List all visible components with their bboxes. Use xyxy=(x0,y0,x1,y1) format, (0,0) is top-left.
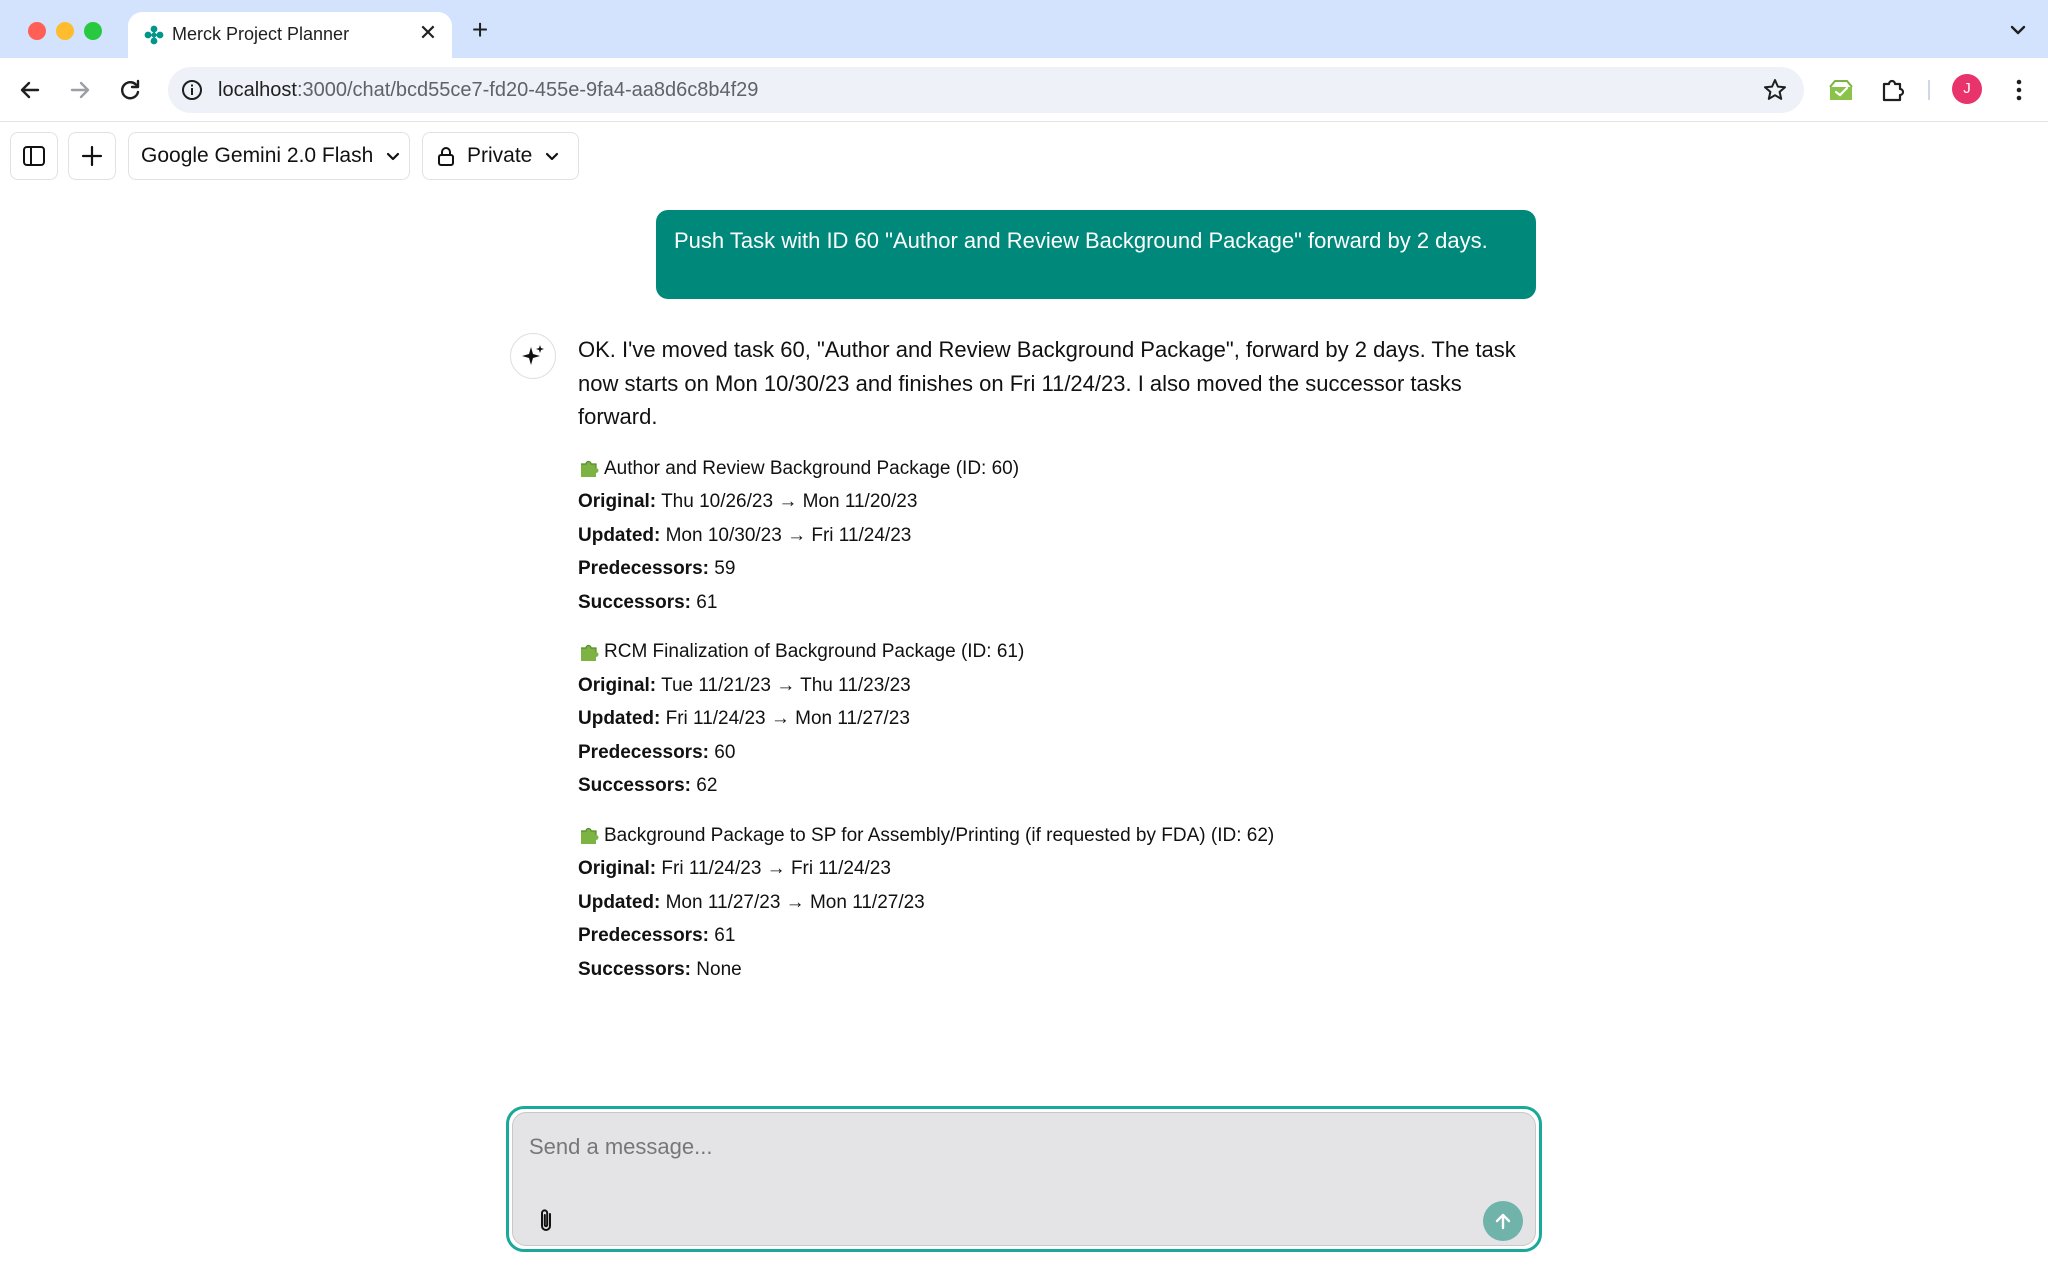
browser-tabstrip xyxy=(0,0,2048,58)
task-title-line xyxy=(578,635,1538,669)
arrow-up-icon xyxy=(1491,1209,1515,1233)
url-text[interactable]: localhost:3000/chat/bcd55ce7-fd20-455e-9fa4-aa8d6c8b4f29 xyxy=(218,79,759,101)
model-label: Google Gemini 2.0 Flash xyxy=(141,144,374,167)
sparkles-icon xyxy=(520,343,546,369)
window-zoom-button[interactable] xyxy=(84,22,102,40)
lock-icon xyxy=(435,145,457,167)
task-predecessors-value: 61 xyxy=(714,925,736,946)
task-predecessors-value: 60 xyxy=(714,741,736,763)
task-block xyxy=(578,819,1538,987)
task-predecessors-value: 59 xyxy=(714,558,736,579)
profile-avatar[interactable]: J xyxy=(1952,74,1982,104)
puzzle-piece-icon xyxy=(578,641,600,663)
task-block xyxy=(578,635,1538,803)
window-minimize-button[interactable] xyxy=(56,22,74,40)
browser-tab-active[interactable] xyxy=(128,12,452,58)
visibility-label: Private xyxy=(467,144,533,167)
reload-icon[interactable] xyxy=(112,72,148,108)
task-successors-line: Successors: 61 xyxy=(578,591,718,613)
composer-box xyxy=(512,1112,1536,1246)
browser-toolbar xyxy=(0,58,2048,122)
assistant-message xyxy=(578,333,1538,986)
tab-search-chevron-icon[interactable] xyxy=(2004,16,2032,44)
new-chat-button[interactable] xyxy=(68,132,116,180)
message-input[interactable] xyxy=(529,1129,1429,1165)
task-successors-value: 62 xyxy=(696,775,718,796)
assistant-avatar xyxy=(510,333,556,379)
task-original-value: Tue 11/21/23 → Thu 11/23/23 xyxy=(661,674,911,696)
model-selector[interactable] xyxy=(128,132,410,180)
task-original-value: Fri 11/24/23 → Fri 11/24/23 xyxy=(661,858,891,879)
task-updated-value: Mon 11/27/23 → Mon 11/27/23 xyxy=(665,891,925,913)
sidebar-toggle-button[interactable] xyxy=(10,132,58,180)
chevron-down-icon xyxy=(383,146,403,166)
visibility-selector[interactable] xyxy=(422,132,579,180)
extensions-puzzle-icon[interactable] xyxy=(1878,75,1908,105)
task-successors-value: None xyxy=(696,958,742,980)
toolbar-divider xyxy=(1928,80,1930,100)
back-arrow-icon[interactable] xyxy=(12,72,48,108)
task-predecessors-line: Predecessors: 61 xyxy=(578,925,736,946)
sidebar-icon xyxy=(21,143,47,169)
task-updated-value: Mon 10/30/23 → Fri 11/24/23 xyxy=(665,524,912,546)
task-title: RCM Finalization of Background Package (ID: 61) xyxy=(604,641,1025,662)
task-updated-line: Updated: Mon 10/30/23 → Fri 11/24/23 xyxy=(578,524,912,546)
task-updated-line: Updated: Mon 11/27/23 → Mon 11/27/23 xyxy=(578,891,925,913)
task-original-line: Original: Fri 11/24/23 → Fri 11/24/23 xyxy=(578,858,891,879)
window-close-button[interactable] xyxy=(28,22,46,40)
extension-inbox-icon[interactable] xyxy=(1826,75,1856,105)
task-original-line: Original: Tue 11/21/23 → Thu 11/23/23 xyxy=(578,674,911,696)
task-title-line xyxy=(578,819,1538,853)
task-predecessors-line: Predecessors: 59 xyxy=(578,558,736,579)
task-title: Background Package to SP for Assembly/Printing (if requested by FDA) (ID: 62) xyxy=(604,824,1275,846)
send-button[interactable] xyxy=(1483,1201,1523,1241)
task-updated-line: Updated: Fri 11/24/23 → Mon 11/27/23 xyxy=(578,708,910,729)
message-composer xyxy=(506,1106,1542,1252)
paperclip-icon[interactable] xyxy=(531,1205,561,1235)
task-original-line: Original: Thu 10/26/23 → Mon 11/20/23 xyxy=(578,491,918,512)
chevron-down-icon xyxy=(542,146,562,166)
tab-close-icon[interactable]: ✕ xyxy=(418,20,438,45)
task-title: Author and Review Background Package (ID: 60) xyxy=(604,457,1020,479)
tab-title: Merck Project Planner xyxy=(172,24,350,44)
assistant-intro-text: OK. I've moved task 60, "Author and Review Background Package", forward by 2 days. The task now starts on Mon 10/30/23 and finishes on Fri 11/24/23. I also moved the successor tasks forward. xyxy=(578,337,1516,429)
puzzle-piece-icon xyxy=(578,457,600,479)
bookmark-star-icon[interactable] xyxy=(1762,77,1788,103)
forward-arrow-icon[interactable] xyxy=(62,72,98,108)
puzzle-piece-icon xyxy=(578,824,600,846)
address-bar[interactable] xyxy=(168,67,1804,113)
merck-logo-icon xyxy=(144,25,164,45)
task-block xyxy=(578,452,1538,620)
task-successors-value: 61 xyxy=(696,591,718,613)
task-original-value: Thu 10/26/23 → Mon 11/20/23 xyxy=(661,491,918,512)
task-successors-line: Successors: None xyxy=(578,958,742,980)
user-message-bubble: Push Task with ID 60 "Author and Review Background Package" forward by 2 days. xyxy=(656,210,1536,299)
task-successors-line: Successors: 62 xyxy=(578,775,718,796)
task-predecessors-line: Predecessors: 60 xyxy=(578,741,736,763)
new-tab-button[interactable]: + xyxy=(471,14,489,45)
site-info-icon[interactable] xyxy=(180,78,204,102)
task-updated-value: Fri 11/24/23 → Mon 11/27/23 xyxy=(665,708,910,729)
task-title-line xyxy=(578,452,1538,486)
plus-icon xyxy=(79,143,105,169)
more-menu-icon[interactable] xyxy=(2004,75,2034,105)
